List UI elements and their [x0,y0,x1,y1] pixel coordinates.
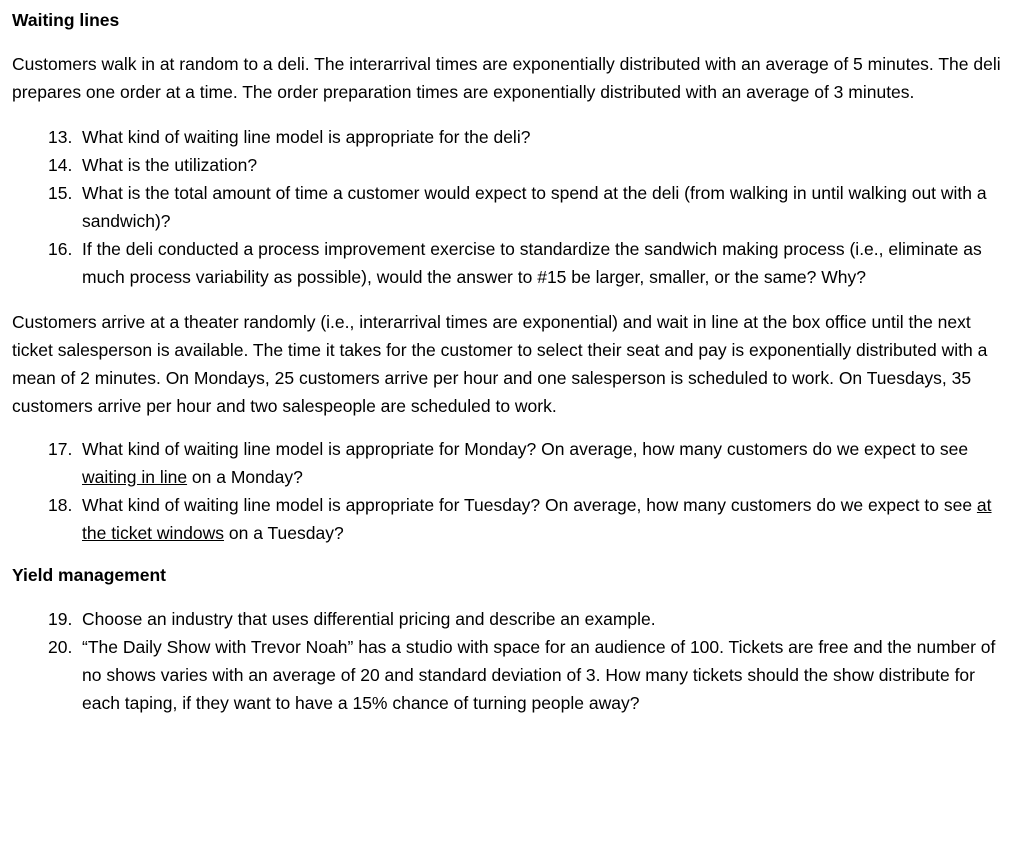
question-19 [12,605,1012,633]
underlined-phrase: waiting in line [82,467,188,487]
deli-intro-paragraph: Customers walk in at random to a deli. The interarrival times are exponentially distributed with an average of 5 minutes. The deli prepares one order at a time. The order preparation times are exponentially distributed with an average of 3 minutes. [12,54,1001,102]
question-number: 13. [48,127,73,147]
question-text-before: What kind of waiting line model is appropriate for Monday? On average, how many customers do we expect to see [82,439,969,459]
section-heading-yield-management: Yield management [12,565,166,585]
theater-paragraph: Customers arrive at a theater randomly (i.e., interarrival times are exponential) and wait in line at the box office until the next ticket salesperson is available. The time it takes for the customer to select their seat and pay is exponentially distributed with a mean of 2 minutes. On Mondays, 25 customers arrive per hour and one salesperson is scheduled to work. On Tuesdays, 35 customers arrive per hour and two salespeople are scheduled to work. [12,312,988,416]
question-text-after: on a Tuesday? [224,523,344,543]
question-text: What is the utilization? [82,155,258,175]
underlined-phrase: at the ticket windows [82,495,992,543]
question-number: 14. [48,155,73,175]
question-number: 19. [48,609,73,629]
question-17 [12,435,1012,491]
question-20 [12,633,1012,717]
question-13 [12,123,1012,151]
question-text: If the deli conducted a process improvement exercise to standardize the sandwich making process (i.e., eliminate as much process variability as possible), would the answer to #15 be larger, smaller, or the same? Why? [82,239,982,287]
question-number: 18. [48,495,73,515]
theater-question-list [12,435,1012,547]
yield-question-list [12,605,1012,717]
question-18 [12,491,1012,547]
deli-question-list [12,123,1012,291]
section-heading-waiting-lines: Waiting lines [12,10,120,30]
question-15 [12,179,1012,235]
question-text: What kind of waiting line model is appropriate for the deli? [82,127,531,147]
question-text: “The Daily Show with Trevor Noah” has a studio with space for an audience of 100. Tickets are free and the number of no shows varies with an average of 20 and standard deviation of 3. How many tickets should the show distribute for each taping, if they want to have a 15% chance of turning people away? [82,637,996,713]
question-text: What is the total amount of time a customer would expect to spend at the deli (from walking in until walking out with a sandwich)? [82,183,987,231]
question-number: 16. [48,239,73,259]
question-text-before: What kind of waiting line model is appropriate for Tuesday? On average, how many customers do we expect to see [82,495,977,515]
question-number: 17. [48,439,73,459]
document-page [12,6,1012,717]
question-number: 15. [48,183,73,203]
question-14 [12,151,1012,179]
question-16 [12,235,1012,291]
question-text-after: on a Monday? [187,467,303,487]
question-number: 20. [48,637,73,657]
question-text: Choose an industry that uses differential pricing and describe an example. [82,609,656,629]
